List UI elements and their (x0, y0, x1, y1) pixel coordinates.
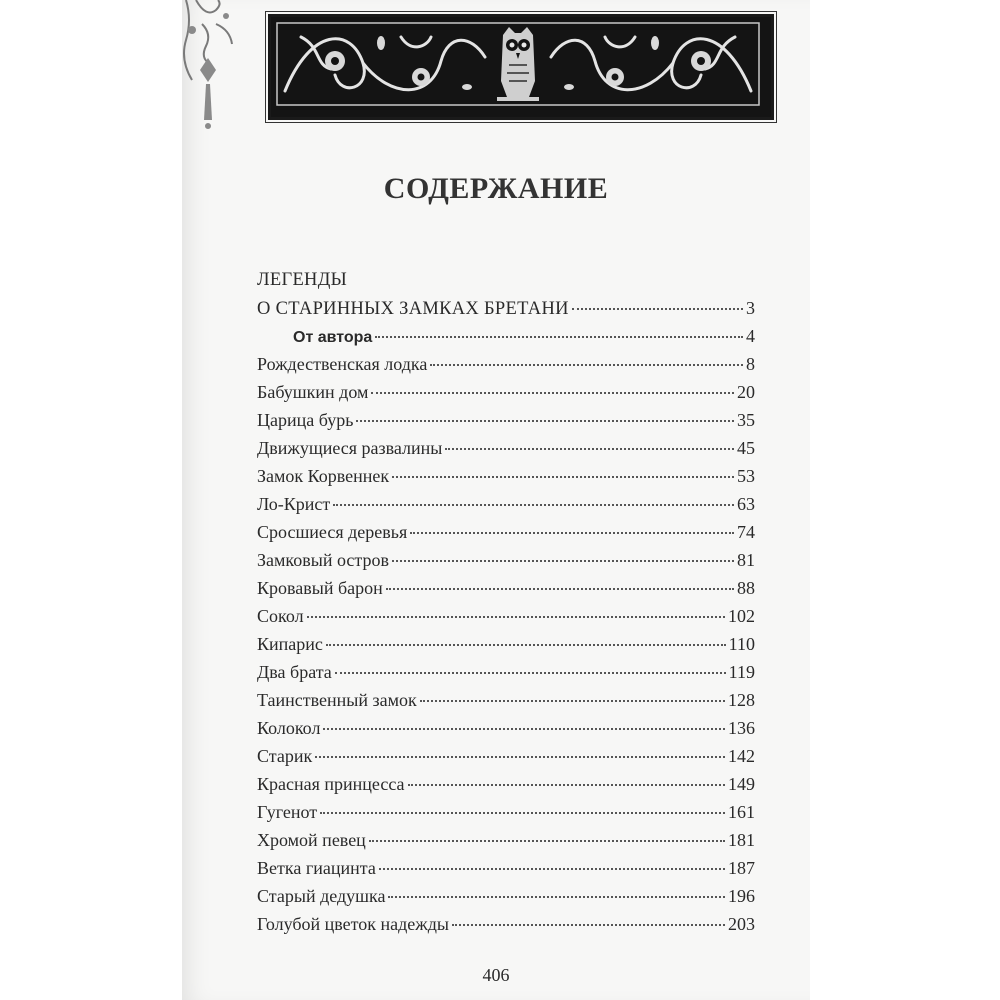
toc-entry-page: 110 (728, 634, 755, 654)
toc-entry-page: 149 (728, 774, 755, 794)
toc-entry-page: 203 (728, 914, 755, 934)
dot-leader (430, 364, 743, 366)
section-heading: ЛЕГЕНДЫ (257, 270, 348, 290)
toc-entry-page: 20 (737, 382, 755, 402)
dot-leader (410, 532, 734, 534)
toc-entry-page: 196 (728, 886, 755, 906)
toc-entry (257, 602, 755, 630)
toc-entry-page: 45 (737, 438, 755, 458)
toc-entry-section (257, 294, 755, 322)
toc-entry (257, 854, 755, 882)
toc-entry (257, 406, 755, 434)
toc-entry-page: 3 (746, 298, 755, 318)
corner-ornament-icon (182, 0, 244, 150)
toc-entry-label: Ло-Крист (257, 494, 331, 514)
table-of-contents (257, 266, 755, 938)
toc-entry-page: 35 (737, 410, 755, 430)
page-number: 406 (482, 965, 510, 985)
toc-entry-label: Сокол (257, 606, 304, 626)
toc-entry (257, 490, 755, 518)
toc-entry-page: 136 (728, 718, 755, 738)
toc-entry-label: Колокол (257, 718, 321, 738)
toc-entry-page: 81 (737, 550, 755, 570)
toc-entry (257, 742, 755, 770)
toc-entry (257, 798, 755, 826)
toc-entry (257, 630, 755, 658)
dot-leader (315, 756, 725, 758)
dot-leader (420, 700, 725, 702)
owl-ornament-banner (268, 14, 774, 120)
dot-leader (388, 896, 725, 898)
dot-leader (375, 336, 743, 338)
toc-entry-label: О СТАРИННЫХ ЗАМКАХ БРЕТАНИ (257, 299, 569, 319)
toc-entry-label: Царица бурь (257, 410, 354, 430)
toc-entry-page: 187 (728, 858, 755, 878)
dot-leader (326, 644, 726, 646)
dot-leader (371, 392, 734, 394)
dot-leader (307, 616, 725, 618)
toc-entry-page: 88 (737, 578, 755, 598)
dot-leader (445, 448, 734, 450)
dot-leader (392, 476, 734, 478)
toc-entry-page: 74 (737, 522, 755, 542)
toc-entry-label: Движущиеся развалины (257, 438, 443, 458)
dot-leader (408, 784, 725, 786)
toc-entry (257, 378, 755, 406)
toc-entry (257, 882, 755, 910)
dot-leader (356, 420, 734, 422)
toc-entry-label: Сросшиеся деревья (257, 522, 408, 542)
toc-entry-page: 128 (728, 690, 755, 710)
toc-entry-label: От автора (293, 329, 373, 346)
toc-entry-label: Голубой цветок надежды (257, 914, 449, 934)
toc-entry-label: Кровавый барон (257, 578, 383, 598)
page-title: СОДЕРЖАНИЕ (383, 172, 609, 205)
toc-entry (257, 686, 755, 714)
toc-entry (257, 350, 755, 378)
toc-entry-page: 8 (746, 354, 755, 374)
toc-entry-label: Два брата (257, 662, 332, 682)
toc-entry-label: Старый дедушка (257, 886, 386, 906)
toc-entry (257, 826, 755, 854)
toc-entry-label: Таинственный замок (257, 690, 417, 710)
toc-entry-label: Бабушкин дом (257, 382, 369, 402)
toc-entry-page: 63 (737, 494, 755, 514)
dot-leader (320, 812, 725, 814)
toc-entry (257, 434, 755, 462)
toc-entry-label: Рождественская лодка (257, 354, 428, 374)
toc-entry-page: 53 (737, 466, 755, 486)
toc-entry-label: Гугенот (257, 802, 318, 822)
toc-entry-page: 161 (728, 802, 755, 822)
toc-entry (257, 770, 755, 798)
dot-leader (379, 868, 725, 870)
toc-entry (257, 546, 755, 574)
toc-entry-label: Красная принцесса (257, 774, 405, 794)
toc-entry-page: 119 (728, 662, 755, 682)
dot-leader (386, 588, 734, 590)
dot-leader (323, 728, 725, 730)
dot-leader (335, 672, 726, 674)
dot-leader (392, 560, 734, 562)
owl-ornament-icon (271, 17, 765, 111)
toc-entry (257, 518, 755, 546)
toc-entry (257, 462, 755, 490)
toc-entry (257, 714, 755, 742)
dot-leader (333, 504, 734, 506)
toc-entry-page: 142 (728, 746, 755, 766)
toc-entry-page: 102 (728, 606, 755, 626)
toc-entry (257, 658, 755, 686)
toc-entry-label: Замок Корвеннек (257, 466, 390, 486)
toc-entry-label: Кипарис (257, 634, 323, 654)
dot-leader (369, 840, 725, 842)
toc-entry-label: Ветка гиацинта (257, 858, 376, 878)
toc-entry (257, 574, 755, 602)
dot-leader (452, 924, 725, 926)
toc-entry-label: Замковый остров (257, 550, 389, 570)
toc-entry (257, 910, 755, 938)
toc-entry-label: Хромой певец (257, 830, 366, 850)
toc-entry-page: 181 (728, 830, 755, 850)
dot-leader (572, 308, 743, 310)
toc-entry-preface (257, 322, 755, 350)
toc-entry-page: 4 (746, 326, 755, 346)
toc-entry-label: Старик (257, 746, 313, 766)
